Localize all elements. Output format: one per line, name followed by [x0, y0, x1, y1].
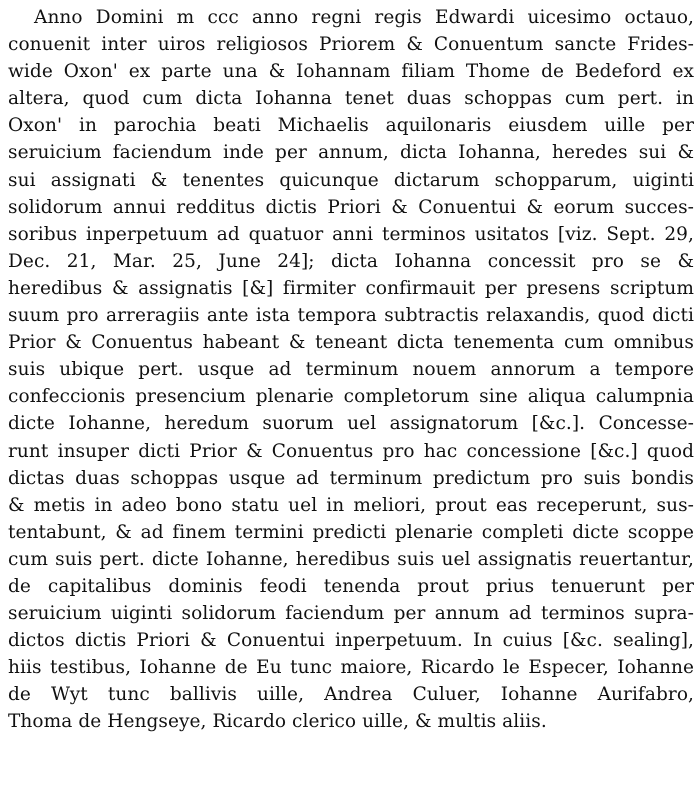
- text-line-12: suum pro arreragiis ante ista tempora subtractis relaxandis, quod dicti: [8, 305, 694, 327]
- text-line-4: altera, quod cum dicta Iohanna tenet duas schoppas cum pert. in: [8, 88, 694, 110]
- text-line-22: de capitalibus dominis feodi tenenda prout prius tenuerunt per: [8, 575, 694, 597]
- text-line-23: seruicium uiginti solidorum faciendum per annum ad terminos supra-: [8, 603, 694, 625]
- text-line-19: & metis in adeo bono statu uel in meliori, prout eas receperunt, sus-: [8, 494, 694, 516]
- text-line-20: tentabunt, & ad finem termini predicti plenarie completi dicte scoppe: [8, 521, 694, 543]
- charter-text: [8, 4, 694, 736]
- text-line-25: hiis testibus, Iohanne de Eu tunc maiore, Ricardo le Especer, Iohanne: [8, 657, 694, 679]
- text-line-15: confeccionis presencium plenarie completorum sine aliqua calumpnia: [8, 386, 694, 408]
- text-line-26: de Wyt tunc ballivis uille, Andrea Culuer, Iohanne Aurifabro,: [8, 684, 694, 706]
- text-line-17: runt insuper dicti Prior & Conuentus pro hac concessione [&c.] quod: [8, 440, 694, 462]
- text-line-2: conuenit inter uiros religiosos Priorem & Conuentum sancte Frides-: [8, 34, 694, 56]
- text-line-8: solidorum annui redditus dictis Priori & Conuentui & eorum succes-: [8, 196, 694, 218]
- text-line-14: suis ubique pert. usque ad terminum nouem annorum a tempore: [8, 359, 694, 381]
- text-line-16: dicte Iohanne, heredum suorum uel assignatorum [&c.]. Concesse-: [8, 413, 694, 435]
- text-line-1: Anno Domini m ccc anno regni regis Edwardi uicesimo octauo,: [34, 7, 694, 28]
- text-line-6: seruicium faciendum inde per annum, dicta Iohanna, heredes sui &: [8, 142, 694, 164]
- text-line-27: Thoma de Hengseye, Ricardo clerico uille, & multis aliis.: [8, 711, 547, 733]
- text-line-3: wide Oxon' ex parte una & Iohannam filiam Thome de Bedeford ex: [8, 61, 694, 83]
- text-line-10: Dec. 21, Mar. 25, June 24]; dicta Iohanna concessit pro se &: [8, 250, 694, 272]
- text-line-21: cum suis pert. dicte Iohanne, heredibus suis uel assignatis reuertantur,: [8, 548, 694, 570]
- text-line-18: dictas duas schoppas usque ad terminum predictum pro suis bondis: [8, 467, 694, 489]
- text-line-5: Oxon' in parochia beati Michaelis aquilonaris eiusdem uille per: [8, 115, 694, 137]
- text-line-7: sui assignati & tenentes quicunque dictarum schopparum, uiginti: [8, 169, 694, 191]
- text-line-13: Prior & Conuentus habeant & teneant dicta tenementa cum omnibus: [8, 332, 694, 354]
- text-line-9: soribus inperpetuum ad quatuor anni terminos usitatos [viz. Sept. 29,: [8, 223, 694, 245]
- text-line-11: heredibus & assignatis [&] firmiter confirmauit per presens scriptum: [8, 277, 694, 299]
- text-line-24: dictos dictis Priori & Conuentui inperpetuum. In cuius [&c. sealing],: [8, 630, 694, 652]
